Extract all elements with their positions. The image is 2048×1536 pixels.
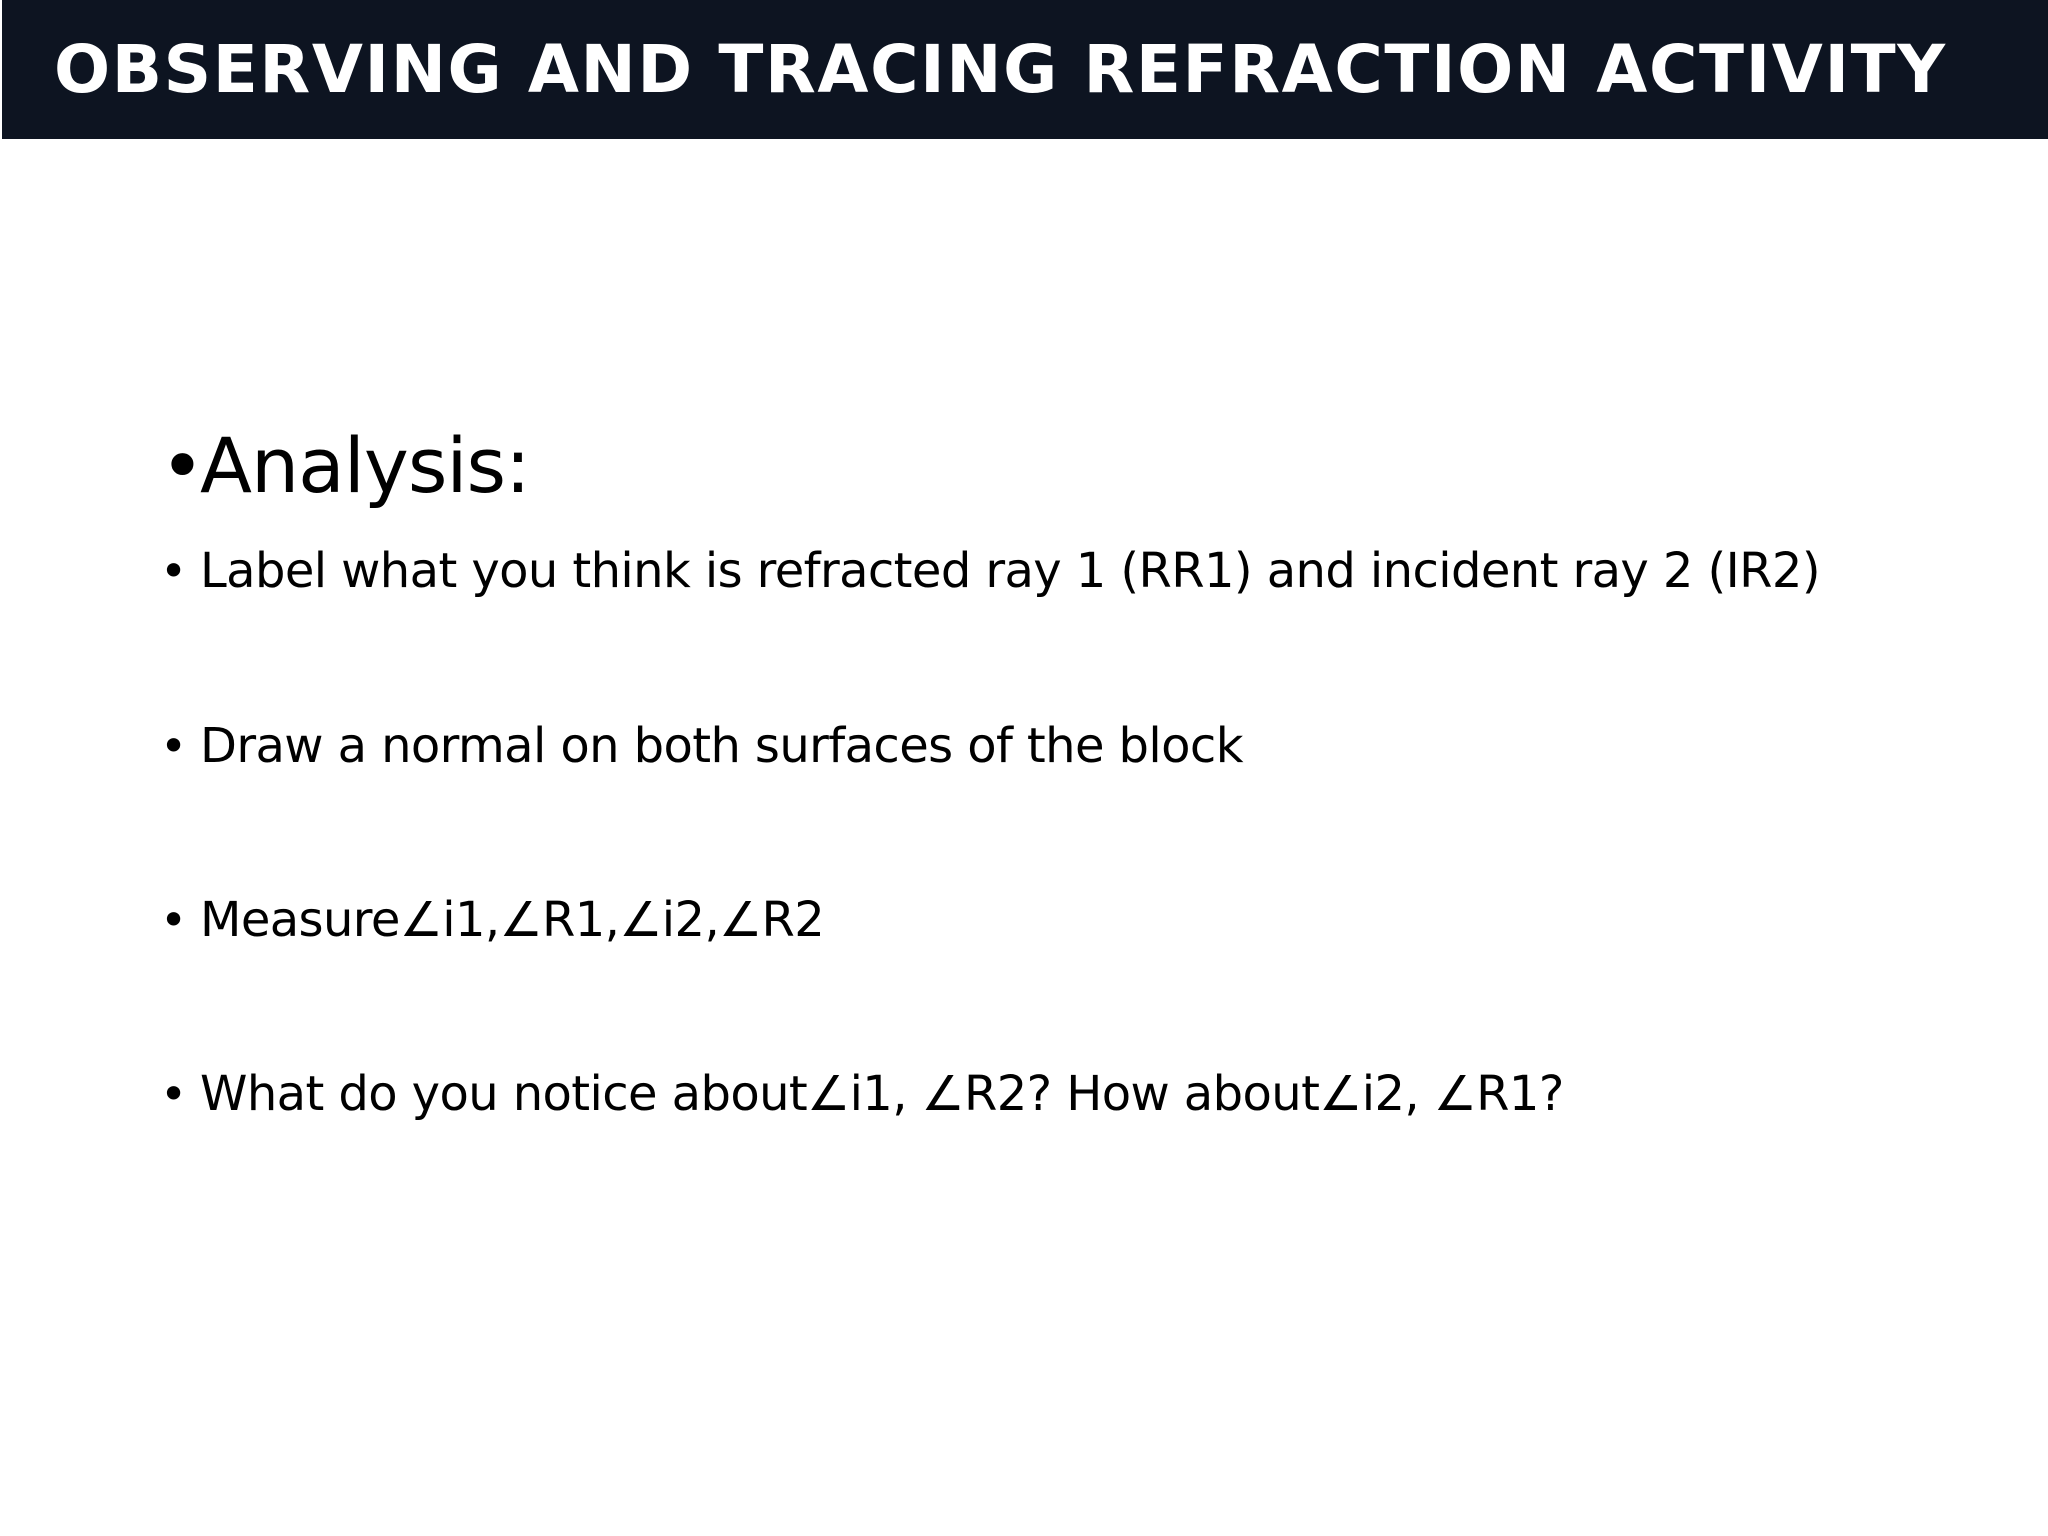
bullet-icon: • xyxy=(160,893,188,947)
bullet-item-notice-angles xyxy=(160,1059,1564,1129)
heading-bullet-icon: • xyxy=(160,421,205,510)
slide-title: OBSERVING AND TRACING REFRACTION ACTIVITY xyxy=(54,31,1947,108)
bullet-icon: • xyxy=(160,719,188,773)
bullet-text: Measure∠i1,∠R1,∠i2,∠R2 xyxy=(200,892,825,948)
bullet-item-label-rays xyxy=(160,536,1820,606)
bullet-text: Draw a normal on both surfaces of the block xyxy=(200,718,1243,774)
bullet-item-measure-angles xyxy=(160,885,824,955)
bullet-text: Label what you think is refracted ray 1 (RR1) and incident ray 2 (IR2) xyxy=(200,543,1820,599)
bullet-text: What do you notice about∠i1, ∠R2? How about∠i2, ∠R1? xyxy=(200,1066,1564,1122)
bullet-item-draw-normal xyxy=(160,711,1243,781)
bullet-icon: • xyxy=(160,1067,188,1121)
analysis-heading xyxy=(160,416,530,516)
slide-content xyxy=(160,0,1960,1536)
analysis-heading-text: Analysis: xyxy=(200,421,530,510)
bullet-icon: • xyxy=(160,544,188,598)
